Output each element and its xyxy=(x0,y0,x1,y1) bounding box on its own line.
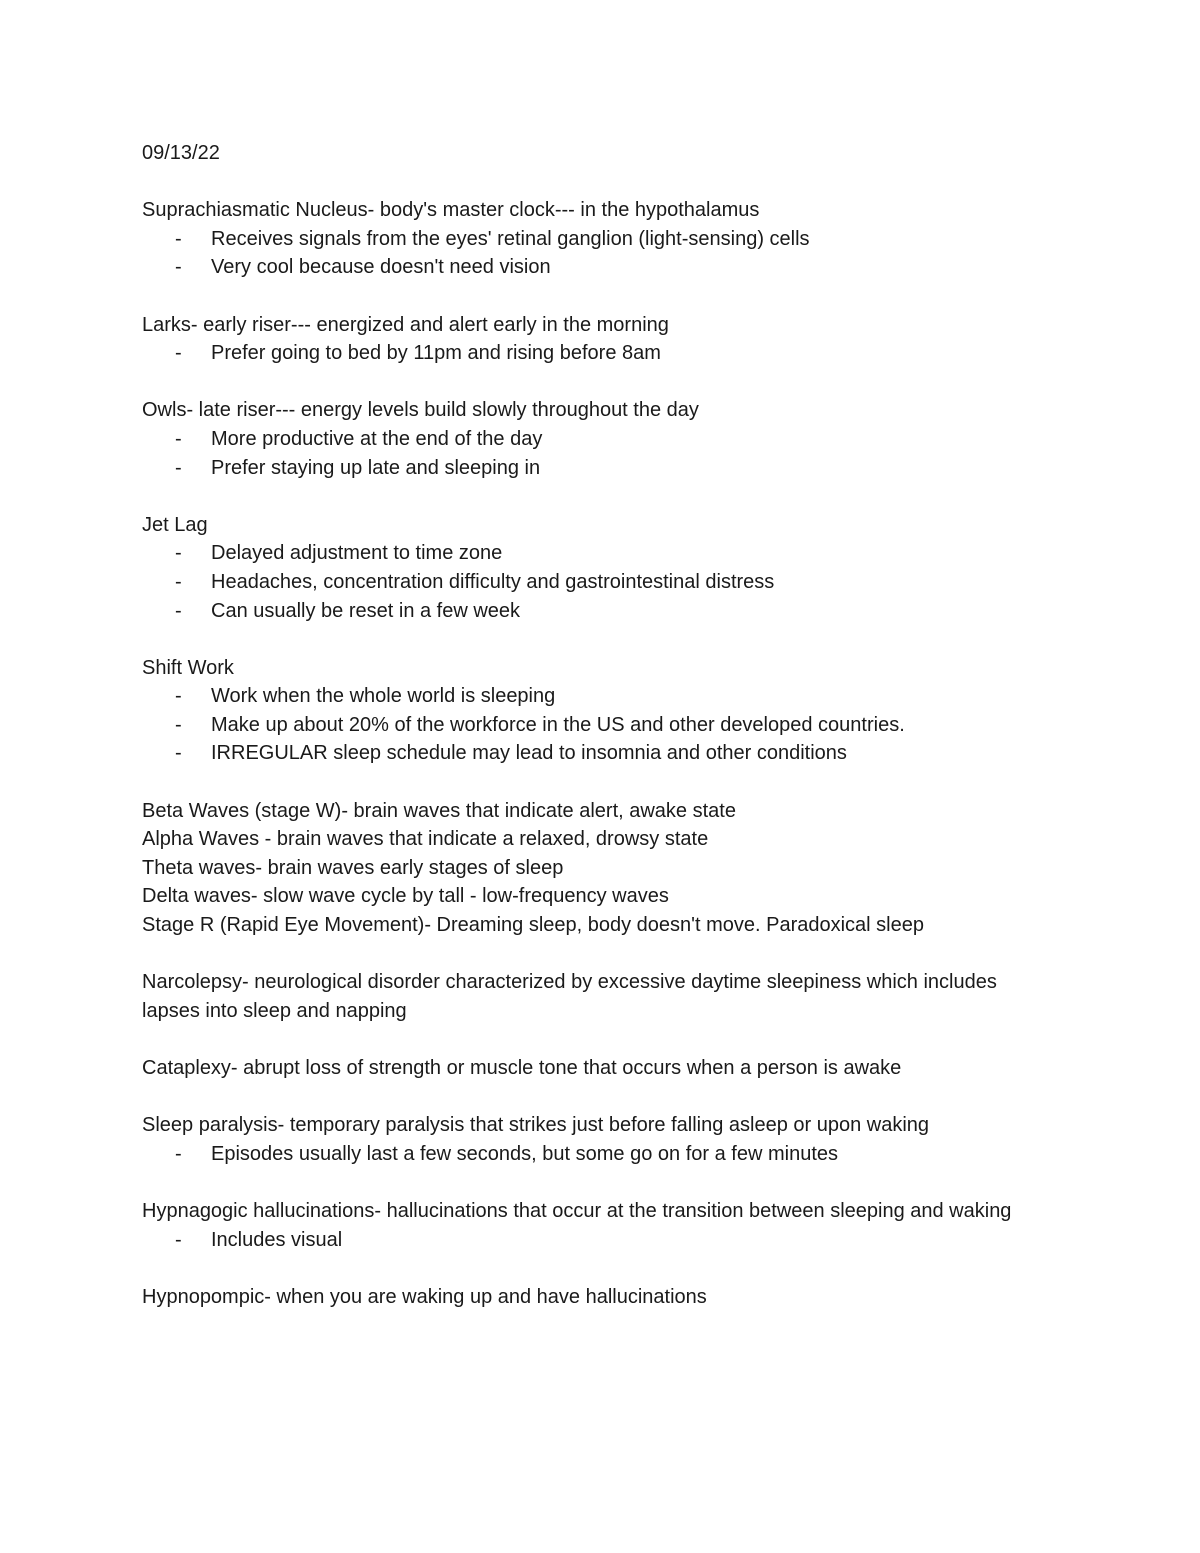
heading-sleep-paralysis: Sleep paralysis- temporary paralysis that strikes just before falling asleep or upon waking xyxy=(142,1114,930,1137)
bullet-text: Prefer going to bed by 11pm and rising before 8am xyxy=(211,342,661,365)
heading-shift-work: Shift Work xyxy=(142,656,234,679)
bullet-dash: - xyxy=(175,570,182,593)
paragraph-narcolepsy: Narcolepsy- neurological disorder characterized by excessive daytime sleepiness which includes lapses into sleep and napping xyxy=(142,971,997,1022)
bullet-dash: - xyxy=(175,599,182,622)
bullet-item xyxy=(142,539,1022,568)
heading-owls: Owls- late riser--- energy levels build slowly throughout the day xyxy=(142,399,699,422)
spacer xyxy=(142,1168,1022,1197)
bullet-item xyxy=(142,1226,1022,1255)
bullet-item xyxy=(142,454,1022,483)
wave-line-beta: Beta Waves (stage W)- brain waves that indicate alert, awake state xyxy=(142,799,736,822)
bullet-item xyxy=(142,339,1022,368)
spacer xyxy=(142,282,1022,311)
heading-jet-lag: Jet Lag xyxy=(142,513,208,536)
bullet-item xyxy=(142,711,1022,740)
bullet-dash: - xyxy=(175,342,182,365)
spacer xyxy=(142,1254,1022,1283)
note-date: 09/13/22 xyxy=(142,142,220,164)
wave-line-theta: Theta waves- brain waves early stages of sleep xyxy=(142,856,564,879)
bullet-dash: - xyxy=(175,742,182,765)
bullet-text: Headaches, concentration difficulty and gastrointestinal distress xyxy=(211,570,775,593)
paragraph-cataplexy: Cataplexy- abrupt loss of strength or muscle tone that occurs when a person is awake xyxy=(142,1057,902,1079)
heading-larks: Larks- early riser--- energized and alert early in the morning xyxy=(142,313,669,336)
heading-scn: Suprachiasmatic Nucleus- body's master clock--- in the hypothalamus xyxy=(142,199,760,222)
bullet-item xyxy=(142,739,1022,768)
bullet-text: Very cool because doesn't need vision xyxy=(211,256,551,279)
bullet-item xyxy=(142,1140,1022,1169)
spacer xyxy=(142,168,1022,197)
bullet-text: Can usually be reset in a few week xyxy=(211,599,521,622)
bullet-dash: - xyxy=(175,1142,182,1165)
bullet-item xyxy=(142,682,1022,711)
spacer xyxy=(142,368,1022,397)
bullet-text: Make up about 20% of the workforce in the US and other developed countries. xyxy=(211,713,905,736)
bullet-item xyxy=(142,253,1022,282)
bullet-dash: - xyxy=(175,685,182,708)
bullet-dash: - xyxy=(175,713,182,736)
bullet-dash: - xyxy=(175,227,182,250)
bullet-dash: - xyxy=(175,542,182,565)
spacer xyxy=(142,625,1022,654)
bullet-dash: - xyxy=(175,1228,182,1251)
bullet-text: Work when the whole world is sleeping xyxy=(211,685,556,708)
spacer xyxy=(142,940,1022,969)
bullet-item xyxy=(142,225,1022,254)
bullet-text: Receives signals from the eyes' retinal ganglion (light-sensing) cells xyxy=(211,227,810,250)
bullet-text: Episodes usually last a few seconds, but some go on for a few minutes xyxy=(211,1142,839,1165)
bullet-dash: - xyxy=(175,427,182,450)
bullet-text: Delayed adjustment to time zone xyxy=(211,542,503,565)
bullet-item xyxy=(142,597,1022,626)
bullet-dash: - xyxy=(175,456,182,479)
spacer xyxy=(142,1025,1022,1054)
bullet-dash: - xyxy=(175,256,182,279)
spacer xyxy=(142,482,1022,511)
bullet-text: Prefer staying up late and sleeping in xyxy=(211,456,541,479)
paragraph-hypnopompic: Hypnopompic- when you are waking up and have hallucinations xyxy=(142,1285,707,1308)
heading-hypnagogic: Hypnagogic hallucinations- hallucinations that occur at the transition between sleeping and waking xyxy=(142,1199,1012,1222)
bullet-text: More productive at the end of the day xyxy=(211,427,543,450)
wave-line-alpha: Alpha Waves - brain waves that indicate a relaxed, drowsy state xyxy=(142,828,709,851)
bullet-text: Includes visual xyxy=(211,1228,343,1251)
notes-body xyxy=(142,139,1022,1311)
bullet-item xyxy=(142,425,1022,454)
wave-line-delta: Delta waves- slow wave cycle by tall - low-frequency waves xyxy=(142,885,669,908)
spacer xyxy=(142,1083,1022,1112)
bullet-item xyxy=(142,568,1022,597)
bullet-text: IRREGULAR sleep schedule may lead to insomnia and other conditions xyxy=(211,742,847,765)
wave-line-stage-r: Stage R (Rapid Eye Movement)- Dreaming sleep, body doesn't move. Paradoxical sleep xyxy=(142,914,924,937)
spacer xyxy=(142,768,1022,797)
